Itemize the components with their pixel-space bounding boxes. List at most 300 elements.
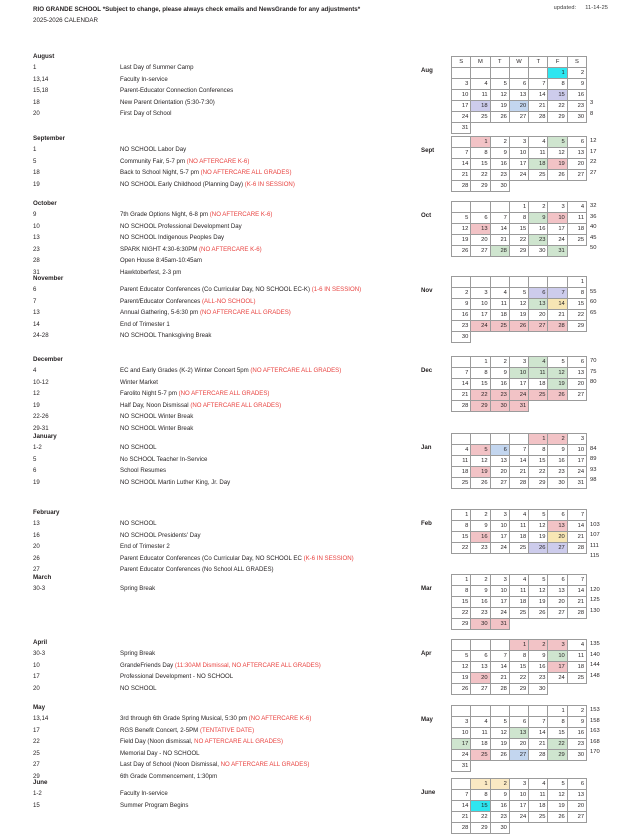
day-cell[interactable]: 10 bbox=[509, 148, 528, 159]
day-cell[interactable]: 15 bbox=[471, 379, 490, 390]
day-cell[interactable]: 27 bbox=[509, 112, 528, 123]
day-cell[interactable]: 30 bbox=[452, 332, 471, 343]
day-cell[interactable]: 15 bbox=[567, 299, 586, 310]
day-cell[interactable]: 4 bbox=[471, 717, 490, 728]
day-cell[interactable]: 16 bbox=[548, 456, 567, 467]
day-cell[interactable]: 31 bbox=[452, 123, 471, 134]
day-cell[interactable]: 9 bbox=[529, 651, 548, 662]
day-cell[interactable]: 23 bbox=[567, 739, 586, 750]
day-cell[interactable]: 22 bbox=[471, 390, 490, 401]
day-cell[interactable]: 5 bbox=[471, 445, 490, 456]
day-cell[interactable]: 29 bbox=[509, 246, 528, 257]
day-cell[interactable]: 27 bbox=[548, 608, 567, 619]
day-cell[interactable]: 27 bbox=[567, 812, 586, 823]
day-cell[interactable]: 22 bbox=[529, 467, 548, 478]
day-cell[interactable]: 5 bbox=[509, 288, 528, 299]
day-cell[interactable]: 6 bbox=[548, 575, 567, 586]
day-cell[interactable]: 9 bbox=[529, 213, 548, 224]
day-cell[interactable]: 16 bbox=[471, 597, 490, 608]
day-cell[interactable]: 8 bbox=[471, 148, 490, 159]
day-cell[interactable]: 10 bbox=[490, 521, 509, 532]
day-cell[interactable]: 20 bbox=[509, 101, 528, 112]
day-cell[interactable]: 2 bbox=[471, 510, 490, 521]
day-cell[interactable]: 6 bbox=[567, 357, 586, 368]
day-cell[interactable]: 10 bbox=[509, 790, 528, 801]
day-cell[interactable]: 21 bbox=[529, 101, 548, 112]
day-cell[interactable]: 22 bbox=[567, 310, 586, 321]
day-cell[interactable]: 22 bbox=[509, 673, 528, 684]
day-cell[interactable]: 9 bbox=[490, 790, 509, 801]
day-cell[interactable]: 12 bbox=[548, 148, 567, 159]
day-cell[interactable]: 18 bbox=[567, 224, 586, 235]
day-cell[interactable]: 16 bbox=[490, 159, 509, 170]
day-cell[interactable]: 15 bbox=[529, 456, 548, 467]
day-cell[interactable]: 20 bbox=[509, 739, 528, 750]
day-cell[interactable]: 13 bbox=[509, 90, 528, 101]
day-cell[interactable]: 24 bbox=[471, 321, 490, 332]
day-cell[interactable]: 27 bbox=[471, 246, 490, 257]
day-cell[interactable]: 26 bbox=[509, 321, 528, 332]
day-cell[interactable]: 23 bbox=[471, 543, 490, 554]
day-cell[interactable]: 17 bbox=[490, 597, 509, 608]
day-cell[interactable]: 12 bbox=[548, 368, 567, 379]
day-cell[interactable]: 7 bbox=[490, 213, 509, 224]
day-cell[interactable]: 24 bbox=[452, 112, 471, 123]
day-cell[interactable]: 22 bbox=[471, 170, 490, 181]
day-cell[interactable]: 3 bbox=[452, 79, 471, 90]
day-cell[interactable]: 22 bbox=[452, 543, 471, 554]
day-cell[interactable]: 3 bbox=[548, 640, 567, 651]
day-cell[interactable]: 28 bbox=[529, 112, 548, 123]
day-cell[interactable]: 25 bbox=[509, 543, 528, 554]
day-cell[interactable]: 1 bbox=[509, 640, 528, 651]
day-cell[interactable]: 5 bbox=[548, 779, 567, 790]
day-cell[interactable]: 4 bbox=[529, 137, 548, 148]
day-cell[interactable]: 25 bbox=[471, 750, 490, 761]
day-cell[interactable]: 10 bbox=[452, 728, 471, 739]
day-cell[interactable]: 23 bbox=[529, 235, 548, 246]
day-cell[interactable]: 13 bbox=[548, 521, 567, 532]
day-cell[interactable]: 8 bbox=[548, 79, 567, 90]
day-cell[interactable]: 13 bbox=[567, 368, 586, 379]
day-cell[interactable]: 21 bbox=[567, 532, 586, 543]
day-cell[interactable]: 19 bbox=[529, 532, 548, 543]
day-cell[interactable]: 13 bbox=[509, 728, 528, 739]
day-cell[interactable]: 10 bbox=[567, 445, 586, 456]
day-cell[interactable]: 19 bbox=[509, 310, 528, 321]
day-cell[interactable]: 19 bbox=[490, 101, 509, 112]
day-cell[interactable]: 14 bbox=[490, 224, 509, 235]
day-cell[interactable]: 23 bbox=[490, 390, 509, 401]
day-cell[interactable]: 2 bbox=[567, 68, 586, 79]
day-cell[interactable]: 12 bbox=[490, 90, 509, 101]
day-cell[interactable]: 3 bbox=[509, 137, 528, 148]
day-cell[interactable]: 1 bbox=[471, 779, 490, 790]
day-cell[interactable]: 22 bbox=[509, 235, 528, 246]
day-cell[interactable]: 5 bbox=[452, 651, 471, 662]
day-cell[interactable]: 8 bbox=[452, 521, 471, 532]
day-cell[interactable]: 12 bbox=[452, 224, 471, 235]
day-cell[interactable]: 6 bbox=[567, 137, 586, 148]
day-cell[interactable]: 25 bbox=[529, 170, 548, 181]
day-cell[interactable]: 4 bbox=[509, 575, 528, 586]
day-cell[interactable]: 21 bbox=[490, 673, 509, 684]
day-cell[interactable]: 20 bbox=[490, 467, 509, 478]
day-cell[interactable]: 6 bbox=[529, 288, 548, 299]
day-cell[interactable]: 24 bbox=[452, 750, 471, 761]
day-cell[interactable]: 13 bbox=[471, 224, 490, 235]
day-cell[interactable]: 18 bbox=[452, 467, 471, 478]
day-cell[interactable]: 17 bbox=[509, 801, 528, 812]
day-cell[interactable]: 24 bbox=[509, 170, 528, 181]
day-cell[interactable]: 23 bbox=[490, 812, 509, 823]
day-cell[interactable]: 3 bbox=[548, 202, 567, 213]
day-cell[interactable]: 1 bbox=[471, 137, 490, 148]
day-cell[interactable]: 19 bbox=[548, 801, 567, 812]
day-cell[interactable]: 17 bbox=[509, 159, 528, 170]
day-cell[interactable]: 1 bbox=[548, 706, 567, 717]
day-cell[interactable]: 7 bbox=[567, 510, 586, 521]
day-cell[interactable]: 10 bbox=[471, 299, 490, 310]
day-cell[interactable]: 4 bbox=[529, 779, 548, 790]
day-cell[interactable]: 28 bbox=[567, 608, 586, 619]
day-cell[interactable]: 11 bbox=[529, 790, 548, 801]
day-cell[interactable]: 18 bbox=[529, 379, 548, 390]
day-cell[interactable]: 17 bbox=[567, 456, 586, 467]
day-cell[interactable]: 14 bbox=[509, 456, 528, 467]
day-cell[interactable]: 5 bbox=[490, 717, 509, 728]
day-cell[interactable]: 19 bbox=[452, 235, 471, 246]
day-cell[interactable]: 29 bbox=[471, 401, 490, 412]
day-cell[interactable]: 31 bbox=[452, 761, 471, 772]
day-cell[interactable]: 24 bbox=[509, 390, 528, 401]
day-cell[interactable]: 6 bbox=[509, 717, 528, 728]
day-cell[interactable]: 17 bbox=[548, 224, 567, 235]
day-cell[interactable]: 29 bbox=[548, 750, 567, 761]
day-cell[interactable]: 16 bbox=[529, 662, 548, 673]
day-cell[interactable]: 21 bbox=[452, 812, 471, 823]
day-cell[interactable]: 13 bbox=[567, 148, 586, 159]
day-cell[interactable]: 30 bbox=[490, 181, 509, 192]
day-cell[interactable]: 21 bbox=[452, 170, 471, 181]
day-cell[interactable]: 28 bbox=[548, 321, 567, 332]
day-cell[interactable]: 6 bbox=[567, 779, 586, 790]
day-cell[interactable]: 18 bbox=[490, 310, 509, 321]
day-cell[interactable]: 24 bbox=[548, 673, 567, 684]
day-cell[interactable]: 28 bbox=[490, 246, 509, 257]
day-cell[interactable]: 16 bbox=[490, 379, 509, 390]
day-cell[interactable]: 8 bbox=[509, 651, 528, 662]
day-cell[interactable]: 15 bbox=[452, 597, 471, 608]
day-cell[interactable]: 15 bbox=[509, 224, 528, 235]
day-cell[interactable]: 16 bbox=[471, 532, 490, 543]
day-cell[interactable]: 4 bbox=[529, 357, 548, 368]
day-cell[interactable]: 5 bbox=[490, 79, 509, 90]
day-cell[interactable]: 1 bbox=[529, 434, 548, 445]
day-cell[interactable]: 25 bbox=[567, 673, 586, 684]
day-cell[interactable]: 19 bbox=[452, 673, 471, 684]
day-cell[interactable]: 7 bbox=[529, 717, 548, 728]
day-cell[interactable]: 3 bbox=[509, 779, 528, 790]
day-cell[interactable]: 26 bbox=[548, 170, 567, 181]
day-cell[interactable]: 20 bbox=[529, 310, 548, 321]
day-cell[interactable]: 26 bbox=[529, 543, 548, 554]
day-cell[interactable]: 25 bbox=[567, 235, 586, 246]
day-cell[interactable]: 11 bbox=[509, 521, 528, 532]
day-cell[interactable]: 3 bbox=[490, 510, 509, 521]
day-cell[interactable]: 30 bbox=[471, 619, 490, 630]
day-cell[interactable]: 25 bbox=[509, 608, 528, 619]
day-cell[interactable]: 7 bbox=[490, 651, 509, 662]
day-cell[interactable]: 4 bbox=[471, 79, 490, 90]
day-cell[interactable]: 13 bbox=[548, 586, 567, 597]
day-cell[interactable]: 29 bbox=[548, 112, 567, 123]
day-cell[interactable]: 29 bbox=[509, 684, 528, 695]
day-cell[interactable]: 26 bbox=[548, 390, 567, 401]
day-cell[interactable]: 20 bbox=[548, 532, 567, 543]
day-cell[interactable]: 26 bbox=[452, 684, 471, 695]
day-cell[interactable]: 13 bbox=[567, 790, 586, 801]
day-cell[interactable]: 10 bbox=[452, 90, 471, 101]
day-cell[interactable]: 26 bbox=[452, 246, 471, 257]
day-cell[interactable]: 9 bbox=[471, 586, 490, 597]
day-cell[interactable]: 28 bbox=[490, 684, 509, 695]
day-cell[interactable]: 6 bbox=[490, 445, 509, 456]
day-cell[interactable]: 8 bbox=[452, 586, 471, 597]
day-cell[interactable]: 28 bbox=[452, 823, 471, 834]
day-cell[interactable]: 27 bbox=[490, 478, 509, 489]
day-cell[interactable]: 6 bbox=[509, 79, 528, 90]
day-cell[interactable]: 28 bbox=[452, 181, 471, 192]
day-cell[interactable]: 16 bbox=[490, 801, 509, 812]
day-cell[interactable]: 13 bbox=[529, 299, 548, 310]
day-cell[interactable]: 2 bbox=[490, 137, 509, 148]
day-cell[interactable]: 18 bbox=[471, 739, 490, 750]
day-cell[interactable]: 7 bbox=[452, 368, 471, 379]
day-cell[interactable]: 23 bbox=[529, 673, 548, 684]
day-cell[interactable]: 9 bbox=[452, 299, 471, 310]
day-cell[interactable]: 27 bbox=[471, 684, 490, 695]
day-cell[interactable]: 25 bbox=[529, 390, 548, 401]
day-cell[interactable]: 17 bbox=[509, 379, 528, 390]
day-cell[interactable]: 12 bbox=[529, 521, 548, 532]
day-cell[interactable]: 5 bbox=[452, 213, 471, 224]
day-cell[interactable]: 18 bbox=[509, 597, 528, 608]
day-cell[interactable]: 25 bbox=[452, 478, 471, 489]
day-cell[interactable]: 4 bbox=[452, 445, 471, 456]
day-cell[interactable]: 19 bbox=[490, 739, 509, 750]
day-cell[interactable]: 10 bbox=[548, 651, 567, 662]
day-cell[interactable]: 22 bbox=[548, 739, 567, 750]
day-cell[interactable]: 11 bbox=[471, 728, 490, 739]
day-cell[interactable]: 20 bbox=[567, 159, 586, 170]
day-cell[interactable]: 27 bbox=[529, 321, 548, 332]
day-cell[interactable]: 28 bbox=[567, 543, 586, 554]
day-cell[interactable]: 22 bbox=[471, 812, 490, 823]
day-cell[interactable]: 18 bbox=[471, 101, 490, 112]
day-cell[interactable]: 16 bbox=[567, 728, 586, 739]
day-cell[interactable]: 26 bbox=[490, 750, 509, 761]
day-cell[interactable]: 24 bbox=[490, 543, 509, 554]
day-cell[interactable]: 17 bbox=[452, 739, 471, 750]
day-cell[interactable]: 11 bbox=[567, 213, 586, 224]
day-cell[interactable]: 30 bbox=[548, 478, 567, 489]
day-cell[interactable]: 21 bbox=[567, 597, 586, 608]
day-cell[interactable]: 30 bbox=[529, 246, 548, 257]
day-cell[interactable]: 11 bbox=[529, 148, 548, 159]
day-cell[interactable]: 23 bbox=[567, 101, 586, 112]
day-cell[interactable]: 12 bbox=[509, 299, 528, 310]
day-cell[interactable]: 24 bbox=[548, 235, 567, 246]
day-cell[interactable]: 17 bbox=[452, 101, 471, 112]
day-cell[interactable]: 21 bbox=[529, 739, 548, 750]
day-cell[interactable]: 6 bbox=[471, 651, 490, 662]
day-cell[interactable]: 14 bbox=[567, 586, 586, 597]
day-cell[interactable]: 19 bbox=[471, 467, 490, 478]
day-cell[interactable]: 28 bbox=[509, 478, 528, 489]
day-cell[interactable]: 4 bbox=[490, 288, 509, 299]
day-cell[interactable]: 1 bbox=[471, 357, 490, 368]
day-cell[interactable]: 5 bbox=[548, 357, 567, 368]
day-cell[interactable]: 16 bbox=[567, 90, 586, 101]
day-cell[interactable]: 29 bbox=[529, 478, 548, 489]
day-cell[interactable]: 18 bbox=[567, 662, 586, 673]
day-cell[interactable]: 26 bbox=[529, 608, 548, 619]
day-cell[interactable]: 27 bbox=[567, 170, 586, 181]
day-cell[interactable]: 22 bbox=[452, 608, 471, 619]
day-cell[interactable]: 12 bbox=[471, 456, 490, 467]
day-cell[interactable]: 4 bbox=[509, 510, 528, 521]
day-cell[interactable]: 2 bbox=[490, 779, 509, 790]
day-cell[interactable]: 1 bbox=[452, 575, 471, 586]
day-cell[interactable]: 8 bbox=[471, 368, 490, 379]
day-cell[interactable]: 14 bbox=[567, 521, 586, 532]
day-cell[interactable]: 30 bbox=[490, 401, 509, 412]
day-cell[interactable]: 1 bbox=[567, 277, 586, 288]
day-cell[interactable]: 11 bbox=[471, 90, 490, 101]
day-cell[interactable]: 15 bbox=[548, 728, 567, 739]
day-cell[interactable]: 12 bbox=[529, 586, 548, 597]
day-cell[interactable]: 26 bbox=[548, 812, 567, 823]
day-cell[interactable]: 7 bbox=[567, 575, 586, 586]
day-cell[interactable]: 2 bbox=[471, 575, 490, 586]
day-cell[interactable]: 27 bbox=[567, 390, 586, 401]
day-cell[interactable]: 9 bbox=[490, 148, 509, 159]
day-cell[interactable]: 29 bbox=[567, 321, 586, 332]
day-cell[interactable]: 25 bbox=[529, 812, 548, 823]
day-cell[interactable]: 8 bbox=[509, 213, 528, 224]
day-cell[interactable]: 21 bbox=[548, 310, 567, 321]
day-cell[interactable]: 2 bbox=[529, 202, 548, 213]
day-cell[interactable]: 11 bbox=[567, 651, 586, 662]
day-cell[interactable]: 14 bbox=[548, 299, 567, 310]
day-cell[interactable]: 27 bbox=[548, 543, 567, 554]
day-cell[interactable]: 19 bbox=[529, 597, 548, 608]
day-cell[interactable]: 30 bbox=[567, 112, 586, 123]
day-cell[interactable]: 3 bbox=[452, 717, 471, 728]
day-cell[interactable]: 1 bbox=[509, 202, 528, 213]
day-cell[interactable]: 24 bbox=[509, 812, 528, 823]
day-cell[interactable]: 15 bbox=[471, 159, 490, 170]
day-cell[interactable]: 28 bbox=[452, 401, 471, 412]
day-cell[interactable]: 11 bbox=[490, 299, 509, 310]
day-cell[interactable]: 16 bbox=[452, 310, 471, 321]
day-cell[interactable]: 7 bbox=[529, 79, 548, 90]
day-cell[interactable]: 16 bbox=[529, 224, 548, 235]
day-cell[interactable]: 31 bbox=[567, 478, 586, 489]
day-cell[interactable]: 25 bbox=[471, 112, 490, 123]
day-cell[interactable]: 14 bbox=[452, 379, 471, 390]
day-cell[interactable]: 7 bbox=[548, 288, 567, 299]
day-cell[interactable]: 20 bbox=[567, 379, 586, 390]
day-cell[interactable]: 8 bbox=[529, 445, 548, 456]
day-cell[interactable]: 24 bbox=[567, 467, 586, 478]
day-cell[interactable]: 12 bbox=[490, 728, 509, 739]
day-cell[interactable]: 2 bbox=[529, 640, 548, 651]
day-cell[interactable]: 14 bbox=[452, 159, 471, 170]
day-cell[interactable]: 4 bbox=[567, 640, 586, 651]
day-cell[interactable]: 3 bbox=[490, 575, 509, 586]
day-cell[interactable]: 19 bbox=[548, 159, 567, 170]
day-cell[interactable]: 9 bbox=[567, 79, 586, 90]
day-cell[interactable]: 14 bbox=[529, 728, 548, 739]
day-cell[interactable]: 17 bbox=[548, 662, 567, 673]
day-cell[interactable]: 6 bbox=[471, 213, 490, 224]
day-cell[interactable]: 2 bbox=[490, 357, 509, 368]
day-cell[interactable]: 29 bbox=[471, 181, 490, 192]
day-cell[interactable]: 9 bbox=[471, 521, 490, 532]
day-cell[interactable]: 3 bbox=[471, 288, 490, 299]
day-cell[interactable]: 12 bbox=[452, 662, 471, 673]
day-cell[interactable]: 14 bbox=[529, 90, 548, 101]
day-cell[interactable]: 20 bbox=[471, 235, 490, 246]
day-cell[interactable]: 20 bbox=[548, 597, 567, 608]
day-cell[interactable]: 31 bbox=[509, 401, 528, 412]
day-cell[interactable]: 4 bbox=[567, 202, 586, 213]
day-cell[interactable]: 18 bbox=[509, 532, 528, 543]
day-cell[interactable]: 30 bbox=[529, 684, 548, 695]
day-cell[interactable]: 15 bbox=[548, 90, 567, 101]
day-cell[interactable]: 14 bbox=[452, 801, 471, 812]
day-cell[interactable]: 7 bbox=[452, 790, 471, 801]
day-cell[interactable]: 9 bbox=[490, 368, 509, 379]
day-cell[interactable]: 21 bbox=[452, 390, 471, 401]
day-cell[interactable]: 12 bbox=[548, 790, 567, 801]
day-cell[interactable]: 29 bbox=[471, 823, 490, 834]
day-cell[interactable]: 15 bbox=[452, 532, 471, 543]
day-cell[interactable]: 18 bbox=[529, 801, 548, 812]
day-cell[interactable]: 9 bbox=[548, 445, 567, 456]
day-cell[interactable]: 8 bbox=[548, 717, 567, 728]
day-cell[interactable]: 9 bbox=[567, 717, 586, 728]
day-cell[interactable]: 19 bbox=[548, 379, 567, 390]
day-cell[interactable]: 31 bbox=[548, 246, 567, 257]
day-cell[interactable]: 20 bbox=[471, 673, 490, 684]
day-cell[interactable]: 2 bbox=[548, 434, 567, 445]
day-cell[interactable]: 17 bbox=[490, 532, 509, 543]
day-cell[interactable]: 25 bbox=[490, 321, 509, 332]
day-cell[interactable]: 27 bbox=[509, 750, 528, 761]
day-cell[interactable]: 15 bbox=[471, 801, 490, 812]
day-cell[interactable]: 21 bbox=[509, 467, 528, 478]
day-cell[interactable]: 1 bbox=[548, 68, 567, 79]
day-cell[interactable]: 10 bbox=[509, 368, 528, 379]
day-cell[interactable]: 30 bbox=[567, 750, 586, 761]
day-cell[interactable]: 11 bbox=[509, 586, 528, 597]
day-cell[interactable]: 23 bbox=[471, 608, 490, 619]
day-cell[interactable]: 5 bbox=[529, 575, 548, 586]
day-cell[interactable]: 3 bbox=[509, 357, 528, 368]
